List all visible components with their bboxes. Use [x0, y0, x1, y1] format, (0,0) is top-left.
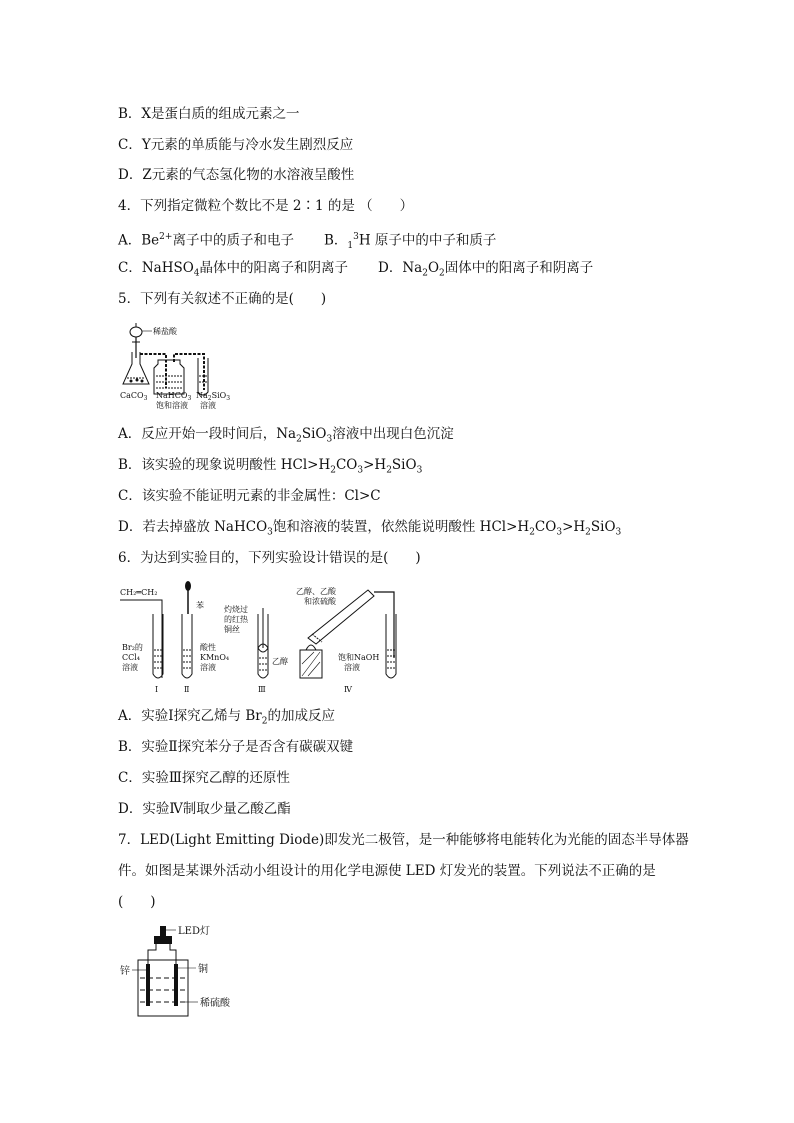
q7-stem-line1: 7．LED(Light Emitting Diode)即发光二极管，是一种能够将电能转化为光能的固态半导体器: [118, 832, 689, 848]
svg-text:酸性: 酸性: [200, 643, 216, 652]
svg-text:饱和溶液: 饱和溶液: [156, 401, 188, 410]
q3-option-b: B．X是蛋白质的组成元素之一: [118, 106, 300, 122]
q4-option-a-b: A．$Be^{2+}$离子中的质子和电子 B．$_1^3$H 原子中的中子和质子: [118, 232, 497, 252]
q6-experiments-figure: [118, 578, 408, 696]
q5-option-c: C．该实验不能证明元素的非金属性：Cl>C: [118, 488, 381, 504]
svg-text:溶液: 溶液: [344, 663, 360, 672]
svg-text:灼烧过: 灼烧过: [224, 605, 248, 614]
svg-text:NaHCO3: NaHCO$_3$: [156, 391, 192, 402]
svg-text:的红热: 的红热: [224, 615, 248, 624]
q6-option-d: D．实验Ⅳ制取少量乙酸乙酯: [118, 801, 291, 817]
q3-option-c: C．Y元素的单质能与冷水发生剧烈反应: [118, 137, 354, 153]
svg-text:饱和NaOH: 饱和NaOH: [338, 653, 380, 662]
svg-text:CH₂═CH₂: CH₂═CH₂: [120, 588, 158, 597]
svg-text:稀硫酸: 稀硫酸: [200, 998, 230, 1009]
svg-text:Ⅱ: Ⅱ: [184, 685, 190, 694]
svg-text:Br₂的: Br₂的: [122, 643, 143, 652]
svg-text:CCl₄: CCl₄: [122, 653, 141, 662]
q4-option-c-d: C．NaHSO$_4$晶体中的阳离子和阴离子 D．$Na_2O_2$固体中的阳离子和阴离子: [118, 260, 594, 279]
svg-text:LED灯: LED灯: [178, 926, 210, 937]
q3-option-d: D．Z元素的气态氢化物的水溶液呈酸性: [118, 167, 355, 183]
svg-text:溶液: 溶液: [200, 401, 216, 410]
q7-stem-line3: ( ): [118, 894, 156, 910]
q6-option-c: C．实验Ⅲ探究乙醇的还原性: [118, 770, 290, 786]
svg-text:Na2SiO3: $Na_2SiO_3$: [196, 391, 231, 402]
svg-text:铜丝: 铜丝: [224, 625, 240, 634]
svg-text:苯: 苯: [196, 601, 204, 610]
q6-stem: 6．为达到实验目的，下列实验设计错误的是( ): [118, 550, 421, 566]
svg-text:Ⅳ: Ⅳ: [344, 685, 352, 694]
svg-text:铜: 铜: [198, 964, 208, 975]
q5-apparatus-figure: [118, 318, 248, 412]
svg-text:KMnO₄: KMnO₄: [200, 653, 230, 662]
svg-text:Ⅰ: Ⅰ: [155, 685, 159, 694]
q5-option-a: A．反应开始一段时间后，$Na_2SiO_3$溶液中出现白色沉淀: [118, 426, 454, 445]
svg-text:Ⅲ: Ⅲ: [258, 685, 266, 694]
svg-text:溶液: 溶液: [200, 663, 216, 672]
q7-led-cell-figure: [118, 920, 258, 1020]
q5-option-d: D．若去掉盛放 NaHCO$_3$饱和溶液的装置，依然能说明酸性 $HCl>H_2CO_3>H_2SiO_3$: [118, 519, 622, 538]
fig-label-acid: 稀盐酸: [153, 327, 177, 336]
svg-text:锌: 锌: [120, 966, 130, 977]
svg-text:乙醇: 乙醇: [272, 657, 288, 666]
q5-option-b: B．该实验的现象说明酸性 $HCl>H_2CO_3>H_2SiO_3$: [118, 457, 423, 476]
q7-stem-line2: 件。如图是某课外活动小组设计的用化学电源使 LED 灯发光的装置。下列说法不正确的是: [118, 863, 656, 879]
q6-option-b: B．实验Ⅱ探究苯分子是否含有碳碳双键: [118, 739, 354, 755]
svg-text:和浓硫酸: 和浓硫酸: [304, 597, 336, 606]
q4-stem: 4．下列指定微粒个数比不是 2∶1 的是 （ ）: [118, 198, 414, 214]
svg-text:CaCO3: CaCO$_3$: [120, 391, 148, 402]
svg-text:乙醇、乙酸: 乙醇、乙酸: [296, 587, 336, 596]
q6-option-a: A．实验Ⅰ探究乙烯与 $Br_2$的加成反应: [118, 708, 335, 727]
svg-text:溶液: 溶液: [122, 663, 138, 672]
q5-stem: 5．下列有关叙述不正确的是( ): [118, 291, 327, 307]
